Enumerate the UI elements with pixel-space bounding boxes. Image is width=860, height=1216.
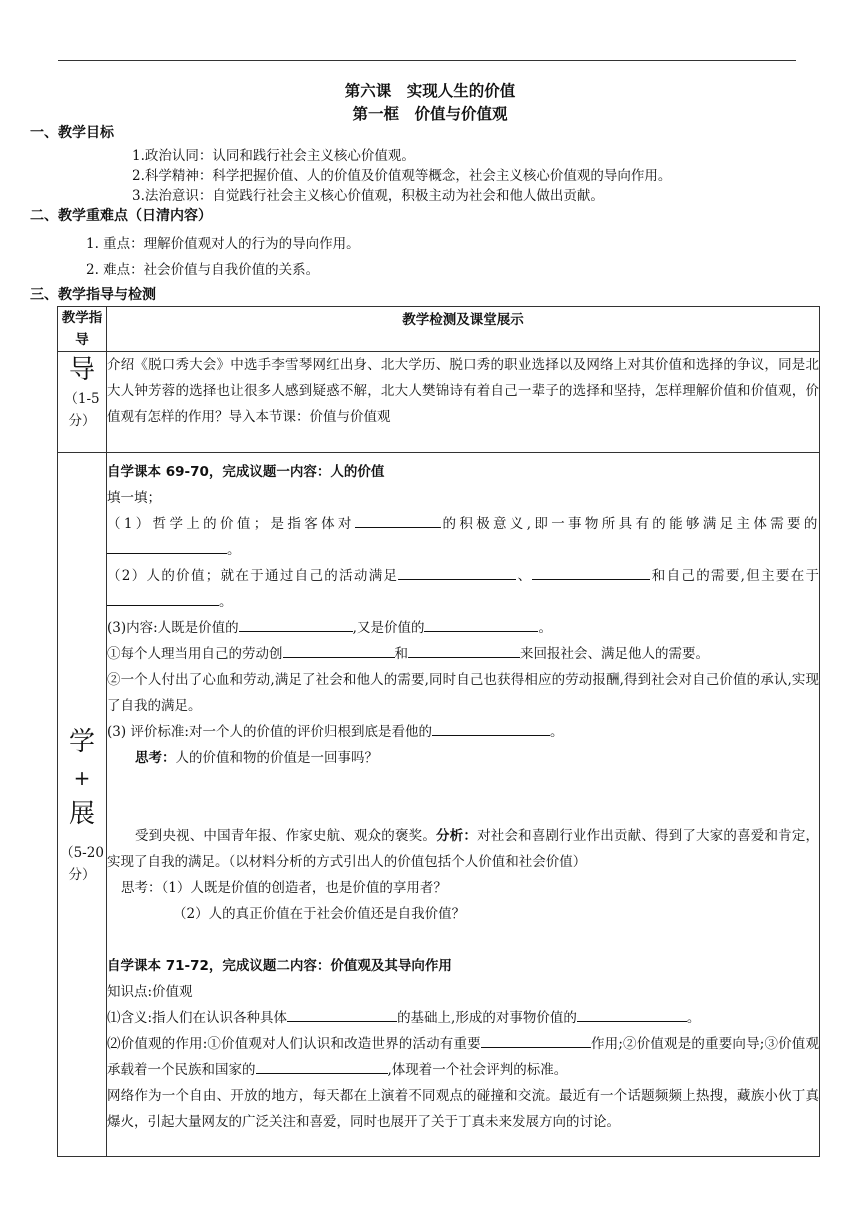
blank (107, 538, 227, 554)
think-1: 思考：人的价值和物的价值是一回事吗？ (135, 750, 378, 766)
blank (283, 642, 395, 658)
think-2: 思考：（1）人既是价值的创造者，也是价值的享用者？ (121, 880, 447, 896)
blank (432, 720, 550, 736)
study-label-learn: 学 (68, 726, 95, 757)
blank (355, 512, 441, 528)
definition-2: ⑵价值观的作用:①价值观对人们认识和改造世界的活动有重要 作用;②价值观是的重要向导;③价值观承载着一个民族和国家的 ,体现着一个社会评判的标准。 (107, 1031, 819, 1083)
section-guidance-heading: 三、教学指导与检测 (30, 287, 156, 303)
question-2: （2）人的价值；就在于通过自己的活动满足 、 和自己的需要,但主要在于。 (107, 563, 819, 615)
section-objectives-heading: 一、教学目标 (30, 125, 114, 141)
fill-prompt: 填一填； (107, 490, 161, 506)
lesson-title: 第六课 实现人生的价值 (344, 82, 516, 100)
table-header-row (58, 307, 820, 352)
teaching-table (57, 306, 820, 1157)
keypoint-item: 1. 重点：理解价值观对人的行为的导向作用。 (86, 236, 360, 252)
col2-header: 教学检测及课堂展示 (107, 307, 820, 352)
blank (398, 564, 516, 580)
lesson-subtitle: 第一框 价值与价值观 (352, 105, 508, 123)
section-keypoints-heading: 二、教学重难点（日清内容） (30, 208, 212, 224)
question-3: (3)内容:人既是价值的 ,又是价值的 。 (107, 615, 819, 641)
intro-label-big: 导 (68, 355, 95, 385)
intro-text: 介绍《脱口秀大会》中选手李雪琴网红出身、北大学历、脱口秀的职业选择以及网络上对其价值和选择的争议，同是北大人钟芳蓉的选择也让很多人感到疑惑不解，北大人樊锦诗有着自己一辈子的选择和坚持，怎样理解价值和价值观，价值观有怎样的作用？导入本节课：价值与价值观 (107, 352, 820, 453)
definition-1: ⑴含义:指人们在认识各种具体 的基础上,形成的对事物价值的 。 (107, 1005, 819, 1031)
blank (424, 616, 538, 632)
blank (577, 1006, 687, 1022)
study-label-show: 展 (68, 798, 95, 829)
think-2-item: （2）人的真正价值在于社会价值还是自我价值？ (173, 906, 466, 922)
material-analysis: 受到央视、中国青年报、作家史航、观众的褒奖。分析：对社会和喜剧行业作出贡献、得到了大家的喜爱和肯定，实现了自我的满足。（以材料分析的方式引出人的价值包括个人价值和社会价值） (107, 828, 820, 870)
blank (408, 642, 520, 658)
content-2: ②一个人付出了心血和劳动,满足了社会和他人的需要,同时自己也获得相应的劳动报酬,得到社会对自己价值的承认,实现了自我的满足。 (107, 672, 819, 714)
objective-item: 2.科学精神：科学把握价值、人的价值及价值观等概念，社会主义核心价值观的导向作用。 (132, 168, 672, 184)
network-material: 网络作为一个自由、开放的地方，每天都在上演着不同观点的碰撞和交流。最近有一个话题频频上热搜，藏族小伙丁真爆火，引起大量网友的广泛关注和喜爱，同时也展开了关于丁真未来发展方向的讨论。 (107, 1088, 819, 1130)
objective-item: 3.法治意识：自觉践行社会主义核心价值观，积极主动为社会和他人做出贡献。 (132, 188, 604, 204)
table-row-study (58, 453, 820, 1157)
spacer (107, 771, 819, 823)
blank (107, 590, 219, 606)
study-label (58, 453, 107, 1157)
col1-header: 教学指导 (58, 307, 107, 352)
header-rule (58, 60, 796, 61)
blank (256, 1058, 388, 1074)
content-1: ①每个人理当用自己的劳动创 和 来回报社会、满足他人的需要。 (107, 641, 819, 667)
question-4: (3) 评价标准:对一个人的价值的评价归根到底是看他的 。 (107, 719, 819, 745)
intro-label (58, 352, 107, 453)
keypoint-item: 2. 难点：社会价值与自我价值的关系。 (86, 262, 320, 278)
blank (239, 616, 353, 632)
study-label-time: （5-20分） (60, 844, 104, 883)
knowledge-point: 知识点:价值观 (107, 984, 193, 1000)
intro-label-time: （1-5分） (64, 391, 100, 429)
question-1: （1）哲学上的价值；是指客体对 的积极意义,即一事物所具有的能够满足主体需要的。 (107, 511, 819, 563)
part1-heading: 自学课本 69-70，完成议题一内容：人的价值 (107, 464, 385, 480)
blank (532, 564, 650, 580)
part2-heading: 自学课本 71-72，完成议题二内容：价值观及其导向作用 (107, 958, 452, 974)
study-content (107, 453, 820, 1157)
table-row-intro (58, 352, 820, 453)
spacer (107, 927, 819, 953)
objective-item: 1.政治认同：认同和践行社会主义核心价值观。 (132, 148, 415, 164)
study-label-plus: + (73, 765, 91, 790)
blank (481, 1032, 591, 1048)
blank (287, 1006, 397, 1022)
